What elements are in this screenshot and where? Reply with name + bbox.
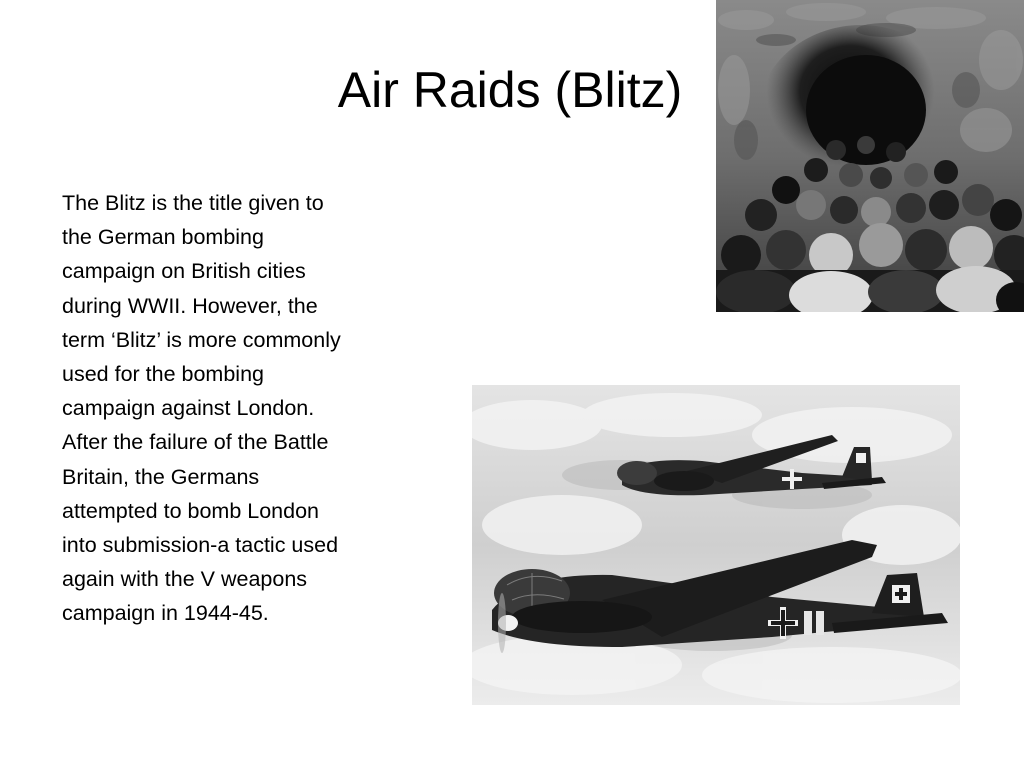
photo-crowd-in-tunnel-graphic	[716, 0, 1024, 312]
body-line: The Blitz is the title given to	[62, 191, 324, 215]
photo-two-bomber-aircraft-graphic	[472, 385, 960, 705]
body-line: used for the bombing	[62, 362, 264, 387]
body-text	[62, 186, 422, 631]
body-line: the German bombing	[62, 225, 264, 250]
body-line: during WWII. However, the	[62, 293, 318, 318]
photo-two-bomber-aircraft	[472, 385, 960, 705]
body-line: into submission-a tactic used	[62, 533, 339, 558]
body-line: Britain, the Germans	[62, 464, 260, 489]
photo-crowd-in-tunnel	[716, 0, 1024, 312]
body-line: campaign in 1944-45.	[62, 601, 269, 626]
body-line: term ‘Blitz’ is more commonly	[62, 327, 341, 352]
body-line: After the failure of the Battle	[62, 430, 329, 455]
body-line: campaign against London.	[62, 396, 315, 421]
body-line: again with the V weapons	[62, 567, 308, 592]
body-line: campaign on British cities	[62, 259, 306, 284]
body-line: attempted to bomb London	[62, 498, 319, 523]
slide-title: Air Raids (Blitz)	[337, 62, 683, 118]
